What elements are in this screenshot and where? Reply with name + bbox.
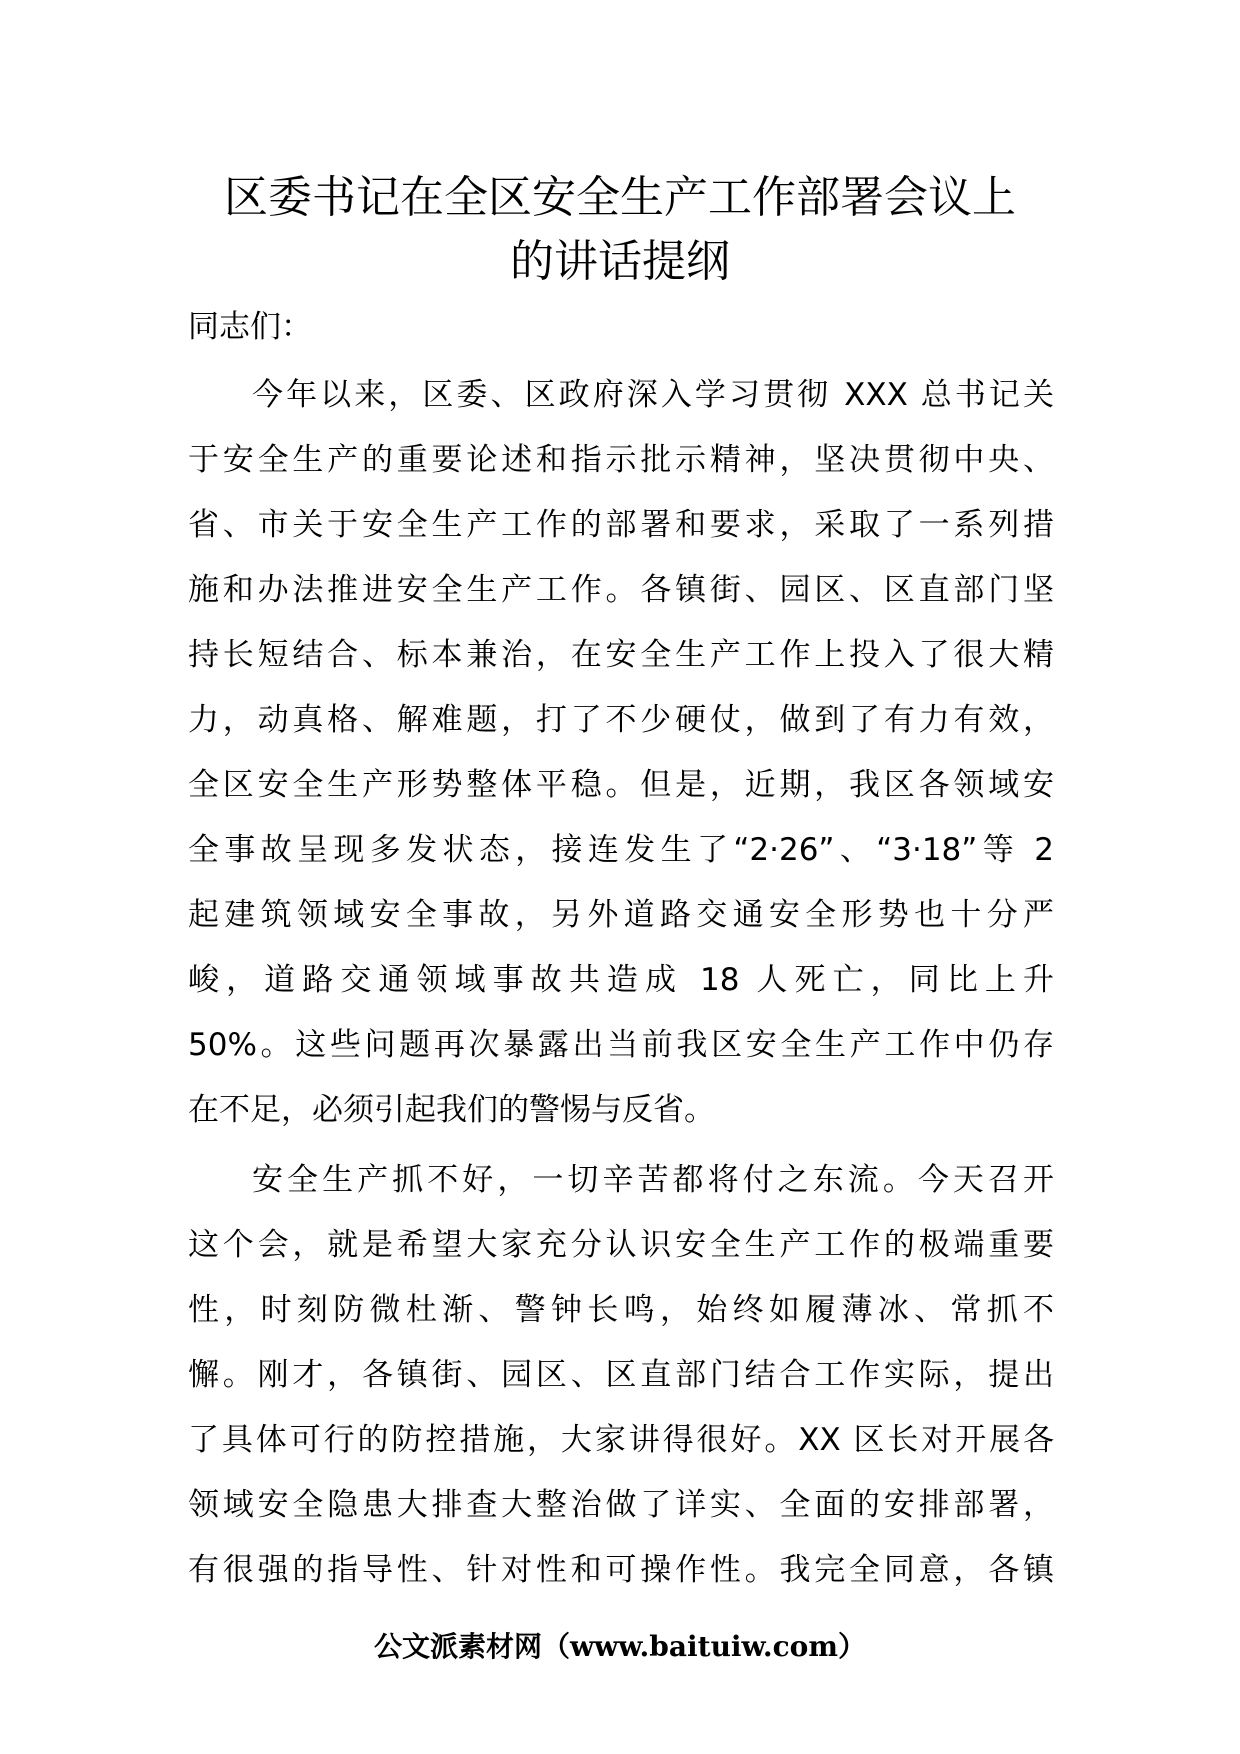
document-title-line-1: 区委书记在全区安全生产工作部署会议上 — [224, 172, 1016, 223]
paragraph-line: 全事故呈现多发状态，接连发生了“2·26”、“3·18”等 2 — [188, 832, 1054, 868]
paragraph-line: 懈。刚才，各镇街、园区、区直部门结合工作实际，提出 — [188, 1357, 1054, 1393]
paragraph-line: 力，动真格、解难题，打了不少硬仗，做到了有力有效， — [188, 702, 1054, 738]
paragraph-line: 持长短结合、标本兼治，在安全生产工作上投入了很大精 — [188, 637, 1054, 673]
footer-watermark: 公文派素材网（www.baituiw.com） — [374, 1630, 866, 1663]
paragraph-line: 领域安全隐患大排查大整治做了详实、全面的安排部署， — [188, 1487, 1054, 1523]
paragraph-line: 性，时刻防微杜渐、警钟长鸣，始终如履薄冰、常抓不 — [188, 1292, 1054, 1328]
paragraph-line: 起建筑领域安全事故，另外道路交通安全形势也十分严 — [188, 897, 1054, 933]
paragraph-line: 在不足，必须引起我们的警惕与反省。 — [188, 1092, 715, 1128]
paragraph-line: 全区安全生产形势整体平稳。但是，近期，我区各领域安 — [188, 767, 1054, 803]
paragraph-line: 了具体可行的防控措施，大家讲得很好。XX 区长对开展各 — [188, 1422, 1054, 1458]
paragraph-line: 今年以来，区委、区政府深入学习贯彻 XXX 总书记关 — [252, 377, 1054, 413]
paragraph-line: 有很强的指导性、针对性和可操作性。我完全同意，各镇 — [188, 1552, 1054, 1588]
paragraph-line: 这个会，就是希望大家充分认识安全生产工作的极端重要 — [188, 1227, 1054, 1263]
salutation: 同志们： — [188, 309, 312, 345]
paragraph-line: 省、市关于安全生产工作的部署和要求，采取了一系列措 — [188, 507, 1054, 543]
document-title-line-2: 的讲话提纲 — [510, 236, 730, 287]
paragraph-line: 于安全生产的重要论述和指示批示精神，坚决贯彻中央、 — [188, 442, 1054, 478]
paragraph-line: 施和办法推进安全生产工作。各镇街、园区、区直部门坚 — [188, 572, 1054, 608]
paragraph-line: 峻，道路交通领域事故共造成 18 人死亡，同比上升 — [188, 962, 1054, 998]
paragraph-line: 50%。这些问题再次暴露出当前我区安全生产工作中仍存 — [188, 1027, 1054, 1063]
paragraph-line: 安全生产抓不好，一切辛苦都将付之东流。今天召开 — [252, 1162, 1054, 1198]
